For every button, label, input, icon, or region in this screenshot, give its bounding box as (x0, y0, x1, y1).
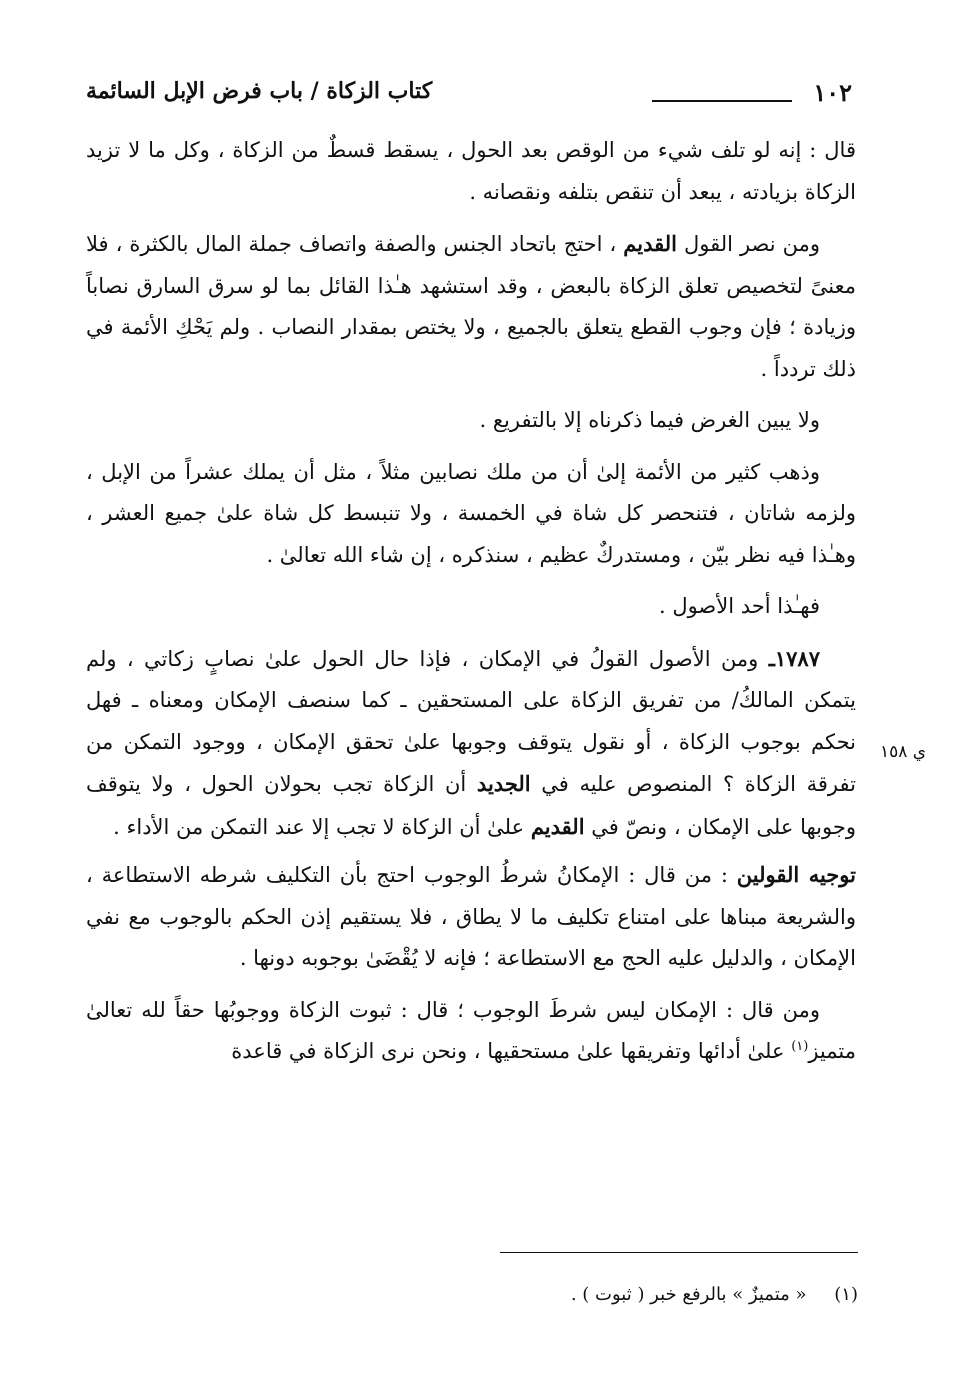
paragraph-6-text-b: أن الزكاة تجب بحولان الحول ، ولا يتوقف وجوبها على الإمكان ، ونصّ في (86, 772, 856, 839)
paragraph-1 (86, 130, 856, 213)
paragraph-4-text: وذهب كثير من الأئمة إلىٰ أن من ملك نصابين مثلاً ، مثل أن يملك عشراً من الإبل ، ولزمه شاتان ، فتنحصر كل شاة في الخمسة ، ولا تنبسط كل شاة علىٰ جميع العشر ، وهـٰذا فيه نظر بيّن ، ومستدركٌ عظيم ، سنذكره ، إن شاء الله تعالىٰ . (86, 459, 856, 567)
paragraph-3 (86, 400, 856, 442)
footnote-number: (١) (834, 1284, 858, 1305)
paragraph-8-text-a: ومن قال : الإمكان ليس شرطَ الوجوب ؛ قال : ثبوت الزكاة ووجوبُها حقاً لله تعالىٰ متميز (86, 997, 856, 1063)
bold-term-old-view-2: القديم (530, 813, 585, 839)
paragraph-3-text: ولا يبين الغرض فيما ذكرناه إلا بالتفريع . (479, 408, 820, 432)
paragraph-6-text-a: ومن الأصول القولُ في الإمكان ، فإذا حال الحول علىٰ نصابٍ زكاتي ، ولم يتمكن المالكُ/ من تفريق الزكاة على المستحقين ـ كما سنصف الإمكان ومعناه ـ فهل نحكم بوجوب الزكاة ، أو نقول يتوقف وجوبها علىٰ تحقق الإمكان ، ووجود التمكن من تفرقة الزكاة ؟ المنصوص عليه في (86, 646, 856, 796)
bold-term-old-view: القديم (623, 231, 677, 256)
paragraph-1-text: قال : إنه لو تلف شيء من الوقص بعد الحول ، يسقط قسطٌ من الزكاة ، وكل ما لا تزيد الزكاة بزيادته ، يبعد أن تنقص بتلفه ونقصانه . (86, 138, 856, 204)
footnote-text: « متميزٌ » بالرفع خبر ( ثبوت ) . (570, 1284, 807, 1305)
heading-colon: : (720, 863, 728, 887)
page-header (86, 78, 852, 114)
paragraph-2-lead: ومن نصر القول (684, 232, 820, 256)
footnote (571, 1284, 858, 1305)
page-number: ١٠٢ (813, 78, 852, 107)
header-rule (652, 100, 792, 102)
bold-term-new-view: الجديد (476, 771, 531, 796)
paragraph-2-text: احتج باتحاد الجنس والصفة واتصاف جملة المال بالكثرة ، فلا معنىً لتخصيص تعلق الزكاة بالبعض ، وقد استشهد هـٰذا القائل بما لو سرق السارق نصاباً وزيادة ؛ فإن وجوب القطع يتعلق بالجميع ، ولا يختص بمقدار النصاب . ولم يَحْكِ الأئمة في ذلك تردداً . (86, 232, 856, 381)
paragraph-7 (86, 854, 856, 980)
paragraph-2 (86, 223, 856, 390)
paragraph-6 (86, 638, 856, 849)
footnote-marker[interactable]: (١) (791, 1039, 809, 1054)
footnote-rule (500, 1252, 858, 1253)
paragraph-8 (86, 990, 856, 1073)
paragraph-4 (86, 452, 856, 577)
running-title: كتاب الزكاة / باب فرض الإبل السائمة (86, 78, 433, 104)
paragraph-8-text-b: علىٰ أدائها وتفريقها علىٰ مستحقيها ، ونحن نرى الزكاة في قاعدة (231, 1039, 785, 1063)
paragraph-6-text-c: علىٰ أن الزكاة لا تجب إلا عند التمكن من الأداء . (113, 814, 525, 839)
paragraph-7-text: من قال : الإمكانُ شرطُ الوجوب احتج بأن التكليف شرطه الاستطاعة ، والشريعة مبناها على امتناع تكليف ما لا يطاق ، فلا يستقيم إذن الحكم بالوجوب مع نفي الإمكان ، والدليل عليه الحج مع الاستطاعة ؛ فإنه لا يُقْضَىٰ بوجوبه دونها . (86, 863, 856, 970)
separator: ، (609, 232, 617, 256)
main-text (86, 130, 856, 1083)
section-heading: توجيه القولين (736, 862, 856, 887)
paragraph-5-text: فهـٰذا أحد الأصول . (658, 594, 820, 618)
paragraph-5 (86, 586, 856, 628)
margin-reference: ي ١٥٨ (880, 742, 927, 762)
issue-number: ١٧٨٧ـ (768, 645, 820, 671)
